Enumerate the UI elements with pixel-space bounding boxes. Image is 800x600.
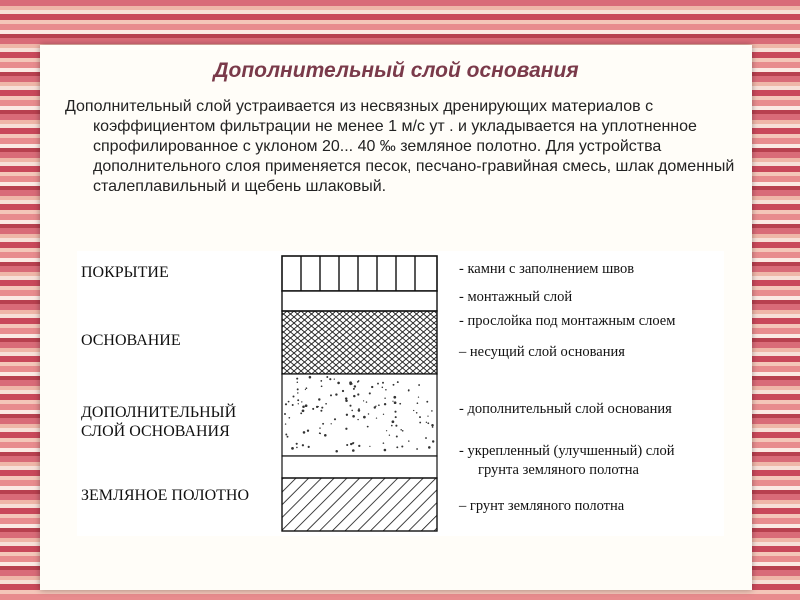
sand-dot — [305, 404, 308, 407]
sand-dot — [335, 393, 337, 395]
sand-dot — [378, 404, 380, 406]
soil-layer — [282, 478, 437, 531]
stones-layer — [282, 256, 437, 291]
sand-dot — [384, 403, 386, 405]
sand-dot — [425, 437, 427, 439]
sand-dot — [357, 393, 359, 395]
sand-dot — [297, 388, 299, 390]
sand-dot — [395, 425, 397, 427]
sand-dot — [432, 440, 434, 442]
sand-dot — [352, 415, 355, 418]
sand-dot — [308, 446, 310, 448]
sand-dot — [392, 420, 395, 423]
label-base: ОСНОВАНИЕ — [81, 332, 181, 349]
sand-dot — [352, 449, 355, 452]
sand-dot — [302, 409, 305, 412]
bearing-base-layer — [282, 311, 437, 374]
sand-dot — [321, 385, 323, 387]
sand-dot — [349, 381, 352, 384]
sand-dot — [393, 384, 395, 386]
sand-dot — [354, 385, 356, 387]
sand-dot — [302, 405, 305, 408]
sand-dot — [319, 427, 320, 428]
sand-dot — [358, 445, 360, 447]
sand-dot — [321, 407, 323, 409]
sand-dot — [367, 426, 369, 428]
sand-dot — [413, 410, 414, 411]
label-stones: - камни с заполнением швов — [459, 261, 635, 277]
sand-dot — [334, 418, 336, 420]
sand-dot — [288, 417, 290, 419]
sand-dot — [307, 430, 309, 432]
sand-dot — [371, 386, 373, 388]
sand-dot — [426, 422, 427, 423]
sand-dot — [353, 442, 354, 443]
sand-dot — [392, 401, 393, 402]
sand-dot — [296, 447, 298, 449]
sand-dot — [399, 403, 401, 405]
sand-dot — [301, 401, 302, 402]
sand-dot — [396, 436, 398, 438]
sand-dot — [350, 443, 352, 445]
sand-dot — [337, 382, 340, 385]
sand-dot — [358, 408, 360, 410]
sand-dot — [320, 410, 322, 412]
sand-dot — [391, 425, 393, 427]
sand-dot — [396, 446, 398, 448]
sand-dot — [288, 401, 290, 403]
sand-dot — [368, 413, 369, 414]
sand-dot — [345, 399, 348, 402]
sand-dot — [358, 410, 360, 412]
sand-dot — [353, 388, 355, 390]
sand-dot — [375, 406, 376, 407]
reinforced-layer — [282, 456, 437, 478]
sand-dot — [349, 405, 351, 407]
sand-dot — [385, 389, 387, 391]
mounting-layer — [282, 291, 437, 311]
slide-paragraph: Дополнительный слой устраивается из несвязных дренирующих материалов с коэффициентом фильтрации не менее 1 м/с ут . и укладывается на уплотненное спрофилированное с уклоном 20... 40 ‰ земляное полотно. Для устройства дополнительного слоя применяется песок, песчано-гравийная смесь, шлак доменный сталеплавильный и щебень шлаковый. — [65, 98, 735, 195]
sand-dot — [292, 404, 294, 406]
sand-dot — [417, 402, 419, 404]
label-mounting: - монтажный слой — [459, 289, 573, 305]
sand-dot — [432, 426, 433, 427]
sand-dot — [297, 392, 298, 393]
sand-dot — [394, 411, 396, 413]
sand-dot — [369, 446, 370, 447]
sand-dot — [394, 401, 397, 404]
sand-dot — [402, 430, 404, 432]
sand-dot — [325, 403, 327, 405]
sand-dot — [389, 435, 390, 436]
label-additional: - дополнительный слой основания — [459, 401, 672, 417]
sand-dot — [395, 416, 397, 418]
sand-dot — [418, 396, 419, 397]
sand-dot — [300, 412, 302, 414]
sand-dot — [318, 398, 320, 400]
sand-dot — [284, 413, 286, 415]
sand-dot — [329, 378, 331, 380]
sand-dot — [400, 429, 402, 431]
sand-dot — [401, 445, 403, 447]
sand-dot — [318, 406, 319, 407]
sand-dot — [342, 390, 344, 392]
sand-dot — [416, 412, 418, 414]
sand-dot — [357, 381, 359, 383]
sand-dot — [285, 434, 287, 436]
sand-dot — [382, 382, 384, 384]
sand-dot — [285, 423, 286, 424]
sand-dot — [335, 450, 338, 453]
label-extra-line2: СЛОЙ ОСНОВАНИЯ — [81, 423, 230, 440]
sand-dot — [296, 443, 298, 445]
sand-dot — [302, 444, 304, 446]
sand-dot — [382, 387, 384, 389]
sand-dot — [345, 428, 347, 430]
sand-dot — [384, 449, 387, 452]
sand-dot — [298, 403, 299, 404]
sand-dot — [330, 394, 332, 396]
sand-dot — [297, 399, 299, 401]
sand-dot — [426, 401, 428, 403]
sand-dot — [320, 380, 322, 382]
layer-diagram — [77, 251, 724, 536]
sand-dot — [312, 408, 314, 410]
sand-dot — [427, 415, 428, 416]
label-soil: – грунт земляного полотна — [459, 498, 625, 514]
sand-dot — [427, 422, 429, 424]
sand-dot — [291, 447, 294, 450]
label-coating: ПОКРЫТИЕ — [81, 264, 169, 281]
label-reinforced-line2: грунта земляного полотна — [478, 462, 639, 478]
sand-dot — [293, 396, 295, 398]
sand-dot — [319, 432, 321, 434]
sand-dot — [384, 398, 385, 399]
sand-dot — [305, 389, 306, 390]
label-subgrade: ЗЕМЛЯНОЕ ПОЛОТНО — [81, 487, 250, 504]
sand-dot — [408, 440, 409, 441]
sand-dot — [287, 436, 289, 438]
label-interlayer: - прослойка под монтажным слоем — [459, 313, 676, 329]
label-reinforced-line1: - укрепленный (улучшенный) слой — [459, 443, 675, 459]
sand-dot — [377, 383, 379, 385]
additional-layer — [282, 374, 437, 456]
sand-dot — [419, 422, 421, 424]
sand-dot — [363, 400, 364, 401]
sand-dot — [431, 410, 433, 412]
sand-dot — [309, 376, 312, 379]
sand-dot — [345, 397, 347, 399]
sand-dot — [366, 401, 367, 402]
sand-dot — [428, 446, 431, 449]
sand-dot — [376, 417, 377, 418]
label-extra-line1: ДОПОЛНИТЕЛЬНЫЙ — [81, 404, 237, 421]
sand-dot — [418, 384, 420, 386]
sand-dot — [393, 396, 396, 399]
sand-dot — [408, 390, 410, 392]
sand-dot — [296, 378, 298, 380]
slide-card — [40, 45, 752, 590]
sand-dot — [383, 442, 385, 444]
sand-dot — [383, 414, 384, 415]
sand-dot — [357, 419, 358, 420]
sand-dot — [353, 395, 355, 397]
sand-dot — [326, 376, 328, 378]
sand-dot — [297, 381, 299, 383]
label-bearing: – несущий слой основания — [459, 344, 625, 360]
sand-dot — [416, 448, 418, 450]
sand-dot — [397, 381, 399, 383]
sand-dot — [331, 423, 332, 424]
sand-dot — [324, 434, 327, 437]
sand-dot — [351, 410, 353, 412]
sand-dot — [334, 378, 335, 379]
sand-dot — [322, 423, 324, 425]
sand-dot — [285, 403, 287, 405]
sand-dot — [346, 414, 348, 416]
sand-dot — [303, 431, 306, 434]
sand-dot — [306, 387, 308, 389]
slide-title: Дополнительный слой основания — [213, 59, 579, 82]
sand-dot — [386, 430, 387, 431]
sand-dot — [363, 416, 366, 419]
sand-dot — [431, 424, 434, 427]
sand-dot — [419, 416, 421, 418]
sand-dot — [369, 392, 371, 394]
sand-dot — [346, 444, 348, 446]
